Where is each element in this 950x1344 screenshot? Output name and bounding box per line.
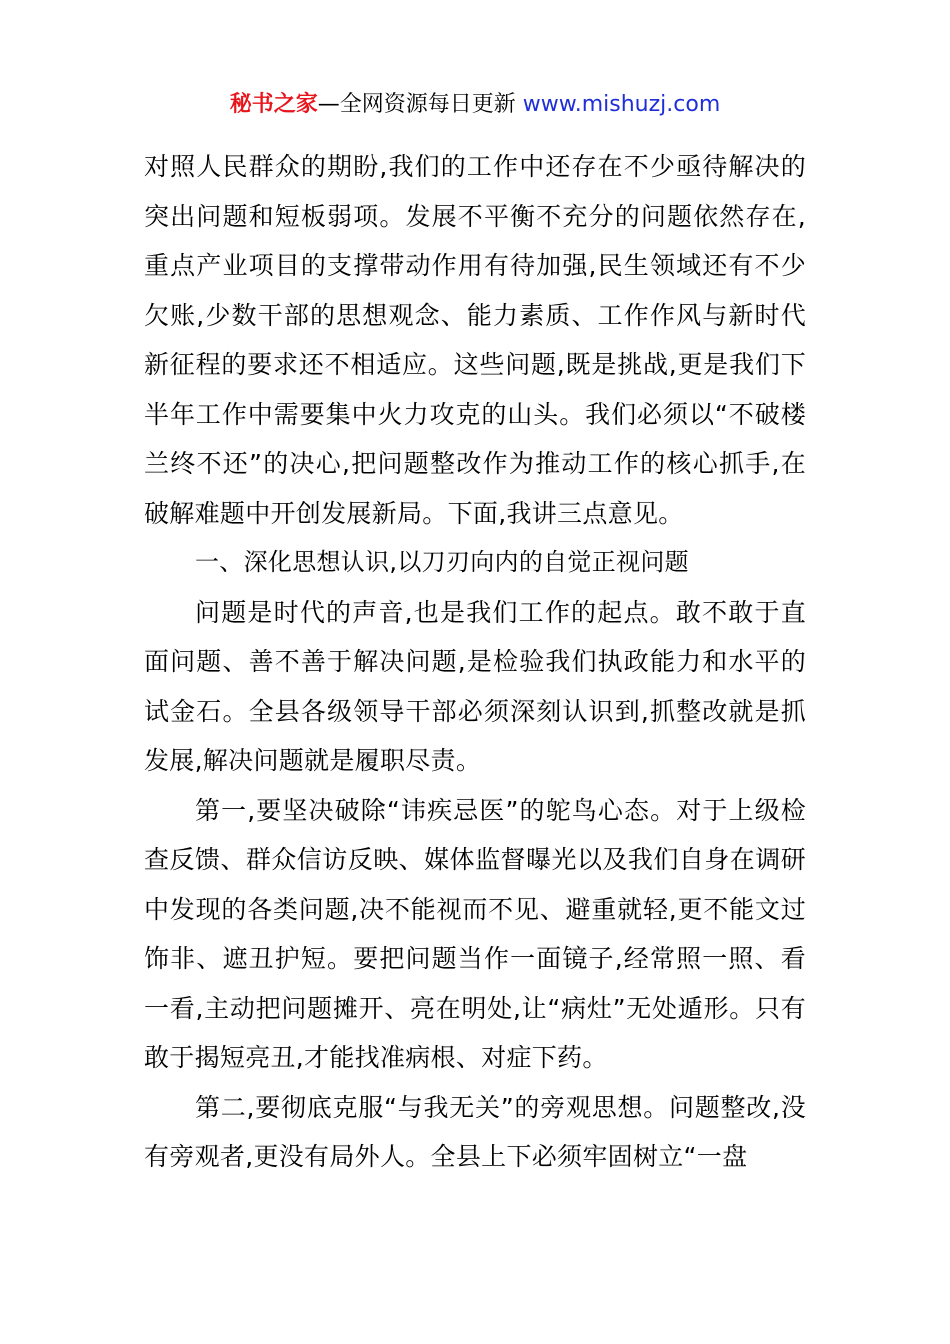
document-body xyxy=(144,142,806,1182)
brand-name: 秘书之家 xyxy=(229,92,318,117)
paragraph-point-one: 第一,要坚决破除“讳疾忌医”的鸵鸟心态。对于上级检查反馈、群众信访反映、媒体监督曝光以及我们自身在调研中发现的各类问题,决不能视而不见、避重就轻,更不能文过饰非、遮丑护短。要把问题当作一面镜子,经常照一照、看一看,主动把问题摊开、亮在明处,让“病灶”无处遁形。只有敢于揭短亮丑,才能找准病根、对症下药。 xyxy=(144,795,806,1072)
paragraph-intro: 对照人民群众的期盼,我们的工作中还存在不少亟待解决的突出问题和短板弱项。发展不平衡不充分的问题依然存在,重点产业项目的支撑带动作用有待加强,民生领域还有不少欠账,少数干部的思想观念、能力素质、工作作风与新时代新征程的要求还不相适应。这些问题,既是挑战,更是我们下半年工作中需要集中火力攻克的山头。我们必须以“不破楼兰终不还”的决心,把问题整改作为推动工作的核心抓手,在破解难题中开创发展新局。下面,我讲三点意见。 xyxy=(144,152,806,528)
header-tagline: —全网资源每日更新 xyxy=(317,92,523,117)
paragraph-section-intro: 问题是时代的声音,也是我们工作的起点。敢不敢于直面问题、善不善于解决问题,是检验我们执政能力和水平的试金石。全县各级领导干部必须深刻认识到,抓整改就是抓发展,解决问题就是履职尽责。 xyxy=(144,597,806,775)
page-header xyxy=(0,88,950,122)
section-heading: 一、深化思想认识,以刀刃向内的自觉正视问题 xyxy=(195,548,689,576)
website-url[interactable]: www.mishuzj.com xyxy=(522,92,721,117)
paragraph-point-two: 第二,要彻底克服“与我无关”的旁观思想。问题整改,没有旁观者,更没有局外人。全县上下必须牢固树立“一盘 xyxy=(144,1092,806,1171)
